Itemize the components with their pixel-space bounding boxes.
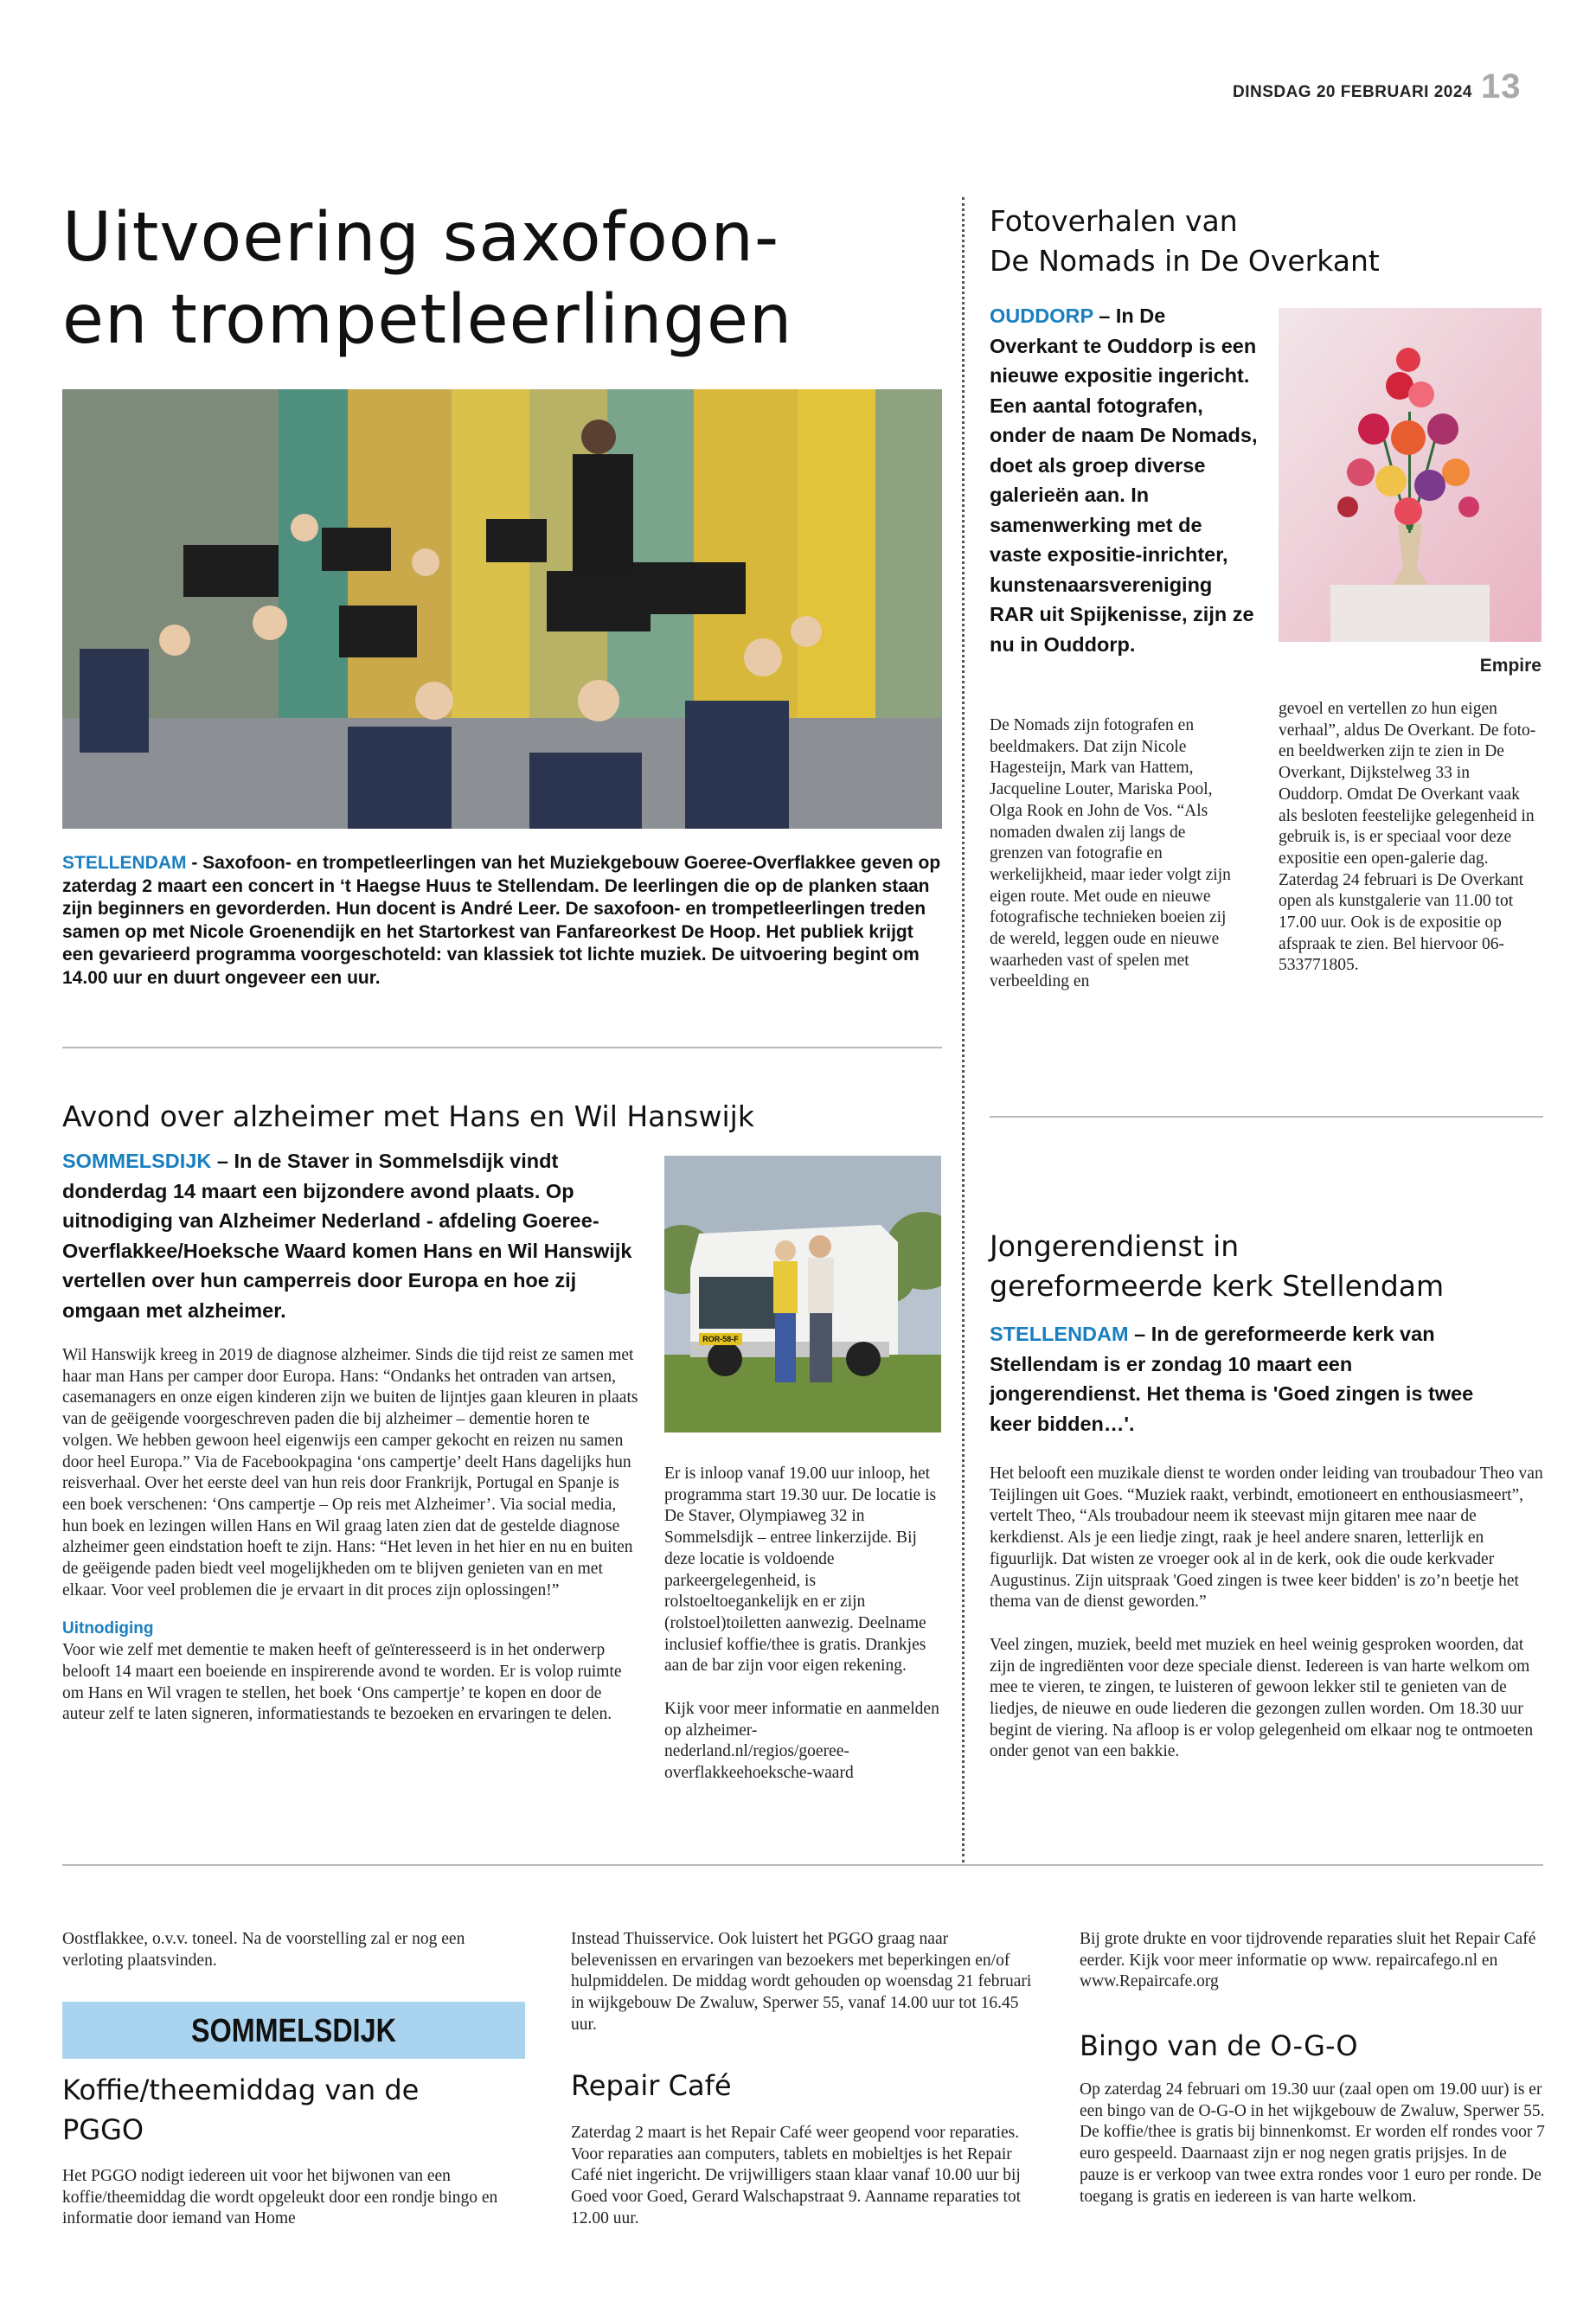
license-plate: ROR-58-F xyxy=(702,1335,739,1343)
body-paragraph: Wil Hanswijk kreeg in 2019 de diagnose alzheimer. Sinds die tijd reist ze samen met haar man Hans per camper door Europa. Hans: “Ondanks het ontraden van artsen, casemanagers en onze eigen kinderen zijn we buiten de lijntjes gaan kleuren in plaats van de geëigende voorgeschreven paden die bij alzheimer – dementie horen te volgen. We hebben gewoon heel eigenwijs een camper gekocht en reizen nu samen door heel Europa.” Via de Facebookpagina ‘ons campertje’ deelt Hans dagelijks hun reisverhaal. Over het eerste deel van hun reis door Frankrijk, Portugal en Spanje is een boek verschenen: ‘Ons campertje – Op reis met Alzheimer’. Via social media, hun boek en lezingen willen Hans en Wil graag laten zien dat de gestelde diagnose alzheimer geen eindstation hoeft te zijn. Hans: “Het leven in het hier en nu en buiten de geëigende paden biedt veel mogelijkheden om te blijven genieten van en met elkaar. Voor veel problemen die je ervaart in dit proces zijn oplossingen!” xyxy=(62,1346,638,1599)
section-rule xyxy=(62,1864,1543,1866)
photo-empire-flowers xyxy=(1279,308,1542,642)
bottom-col2-intro: Instead Thuisservice. Ook luistert het PGGO graag naar belevenissen en ervaringen van bezoekers met beperkingen en/of hulpmiddelen. De middag wordt gehouden op woensdag 21 februari in wijkgebouw De Zwaluw, Sperwer 55, vanaf 14.00 uur tot 16.45 uur. xyxy=(571,1930,1032,2034)
lead-text: - Saxofoon- en trompetleerlingen van het Muziekgebouw Goeree-Overflakkee geven op zaterdag 2 maart een concert in ‘t Haegse Huus te Stellendam. De leerlingen die op de planken staan zijn beginners en gevorderden. Hun docent is André Leer. De saxofoon- en trompetleerlingen treden samen op met Nicole Groenendijk en het Startorkest van Fanfareorkest De Hoop. Het publiek krijgt een gevarieerd programma voorgeschoteld: van klassiek tot lichte muziek. De uitvoering begint om 14.00 uur en duurt ongeveer een uur. xyxy=(62,853,941,988)
bingo-headline: Bingo van de O-G-O xyxy=(1080,2029,1358,2062)
headline xyxy=(62,197,945,362)
alzheimer-body xyxy=(62,1345,642,1726)
alzheimer-side xyxy=(664,1464,939,1785)
repair-body: Zaterdag 2 maart is het Repair Café weer geopend voor reparaties. Voor reparaties aan computers, tablets en mobieltjes is het Repair Café niet ingericht. De vrijwilligers staan klaar vanaf 10.00 uur bij Goed voor Goed, Gerard Walschapstraat 9. Aanname reparaties tot 12.00 uur. xyxy=(571,2124,1022,2227)
jongerendienst-body xyxy=(990,1464,1543,1763)
body-paragraph: Voor wie zelf met dementie te maken heeft of geïnteresseerd is in het onderwerp belooft 14 maart een boeiende en inspirerende avond te worden. Er is volop ruimte om Hans en Wil vragen te stellen, het boek ‘Ons campertje’ te kopen en door de auteur zelf te laten signeren, informatiestands te bezoeken en ervaringen te delen. xyxy=(62,1641,622,1724)
lead-text: – In De Overkant te Ouddorp is een nieuwe expositie ingericht. Een aantal fotografen, onder de naam De Nomads, doet als groep diverse galerieën aan. In samenwerking met de vaste expositie-inrichter, kunstenaarsvereniging RAR uit Spijkenisse, zijn ze nu in Ouddorp. xyxy=(990,304,1258,656)
page-date: DINSDAG 20 FEBRUARI 2024 xyxy=(1232,83,1472,101)
headline-line-1: Uitvoering saxofoon- xyxy=(62,199,780,277)
headline-line-2: gereformeerde kerk Stellendam xyxy=(990,1269,1445,1303)
headline-line-1: Koffie/theemiddag van de xyxy=(62,2073,420,2106)
bottom-col1-intro: Oostflakkee, o.v.v. toneel. Na de voorstelling zal er nog een verloting plaatsvinden. xyxy=(62,1930,465,1970)
headline-line-2: De Nomads in De Overkant xyxy=(990,244,1380,278)
fotoverhalen-headline xyxy=(990,202,1561,281)
repair-headline: Repair Café xyxy=(571,2069,732,2102)
alzheimer-headline: Avond over alzheimer met Hans en Wil Hanswijk xyxy=(62,1099,754,1133)
photo-caption: Empire xyxy=(1479,656,1542,676)
bingo-body: Op zaterdag 24 februari om 19.30 uur (zaal open om 19.00 uur) is er een bingo van de O-G-O in het wijkgebouw de Zwaluw, Sperwer 55. De koffie/thee is gratis bij binnenkomst. Er worden elf rondes voor 7 euro gespeeld. Daarnaast zijn er nog negen gratis prijsjes. In de pauze is er verkoop van twee extra rondes voor 1 euro per ronde. De toegang is gratis en iedereen is van harte welkom. xyxy=(1080,2080,1545,2206)
alzheimer-lead xyxy=(62,1146,642,1325)
section-banner-label: SOMMELSDIJK xyxy=(191,2013,396,2049)
jongerendienst-headline xyxy=(990,1227,1561,1306)
body-paragraph: Veel zingen, muziek, beeld met muziek en heel weinig gesproken woorden, dat zijn de ingrediënten voor deze speciale dienst. Iedereen is van harte welkom om mee te vieren, te zingen, te luisteren of gewoon lekker stil te genieten van de liedjes, de nieuwe en oude liederen die gezongen zullen worden. Om 18.30 uur begint de viering. Na afloop is er volop gelegenheid om elkaar nog te ontmoeten onder genot van een bakkie. xyxy=(990,1635,1534,1761)
fotoverhalen-col1: De Nomads zijn fotografen en beeldmakers. Dat zijn Nicole Hagesteijn, Mark van Hattem, Jacqueline Louter, Mariska Pool, Olga Rook en John de Vos. “Als nomaden dwalen zij langs de grenzen van fotografie en werkelijkheid, maar ieder volgt zijn eigen route. Met oude en nieuwe fotografische technieken boeien zij de wereld, leggen oude en nieuwe waarheden vast of spelen met verbeelding en xyxy=(990,716,1231,991)
dateline: OUDDORP xyxy=(990,304,1093,327)
headline-line-1: Jongerendienst in xyxy=(990,1229,1240,1263)
dateline: SOMMELSDIJK xyxy=(62,1150,212,1172)
photo-music-rehearsal xyxy=(62,389,942,829)
body-paragraph: Er is inloop vanaf 19.00 uur inloop, het programma start 19.30 uur. De locatie is De Staver, Olympiaweg 32 in Sommelsdijk – entree linkerzijde. Bij deze locatie is voldoende parkeergelegenheid, is rolstoeltoegankelijk en er zijn (rolstoel)toiletten aanwezig. Deelname inclusief koffie/thee is gratis. Drankjes aan de bar zijn voor eigen rekening. xyxy=(664,1465,937,1676)
column-divider xyxy=(962,197,965,1862)
lead-text: – In de Staver in Sommelsdijk vindt donderdag 14 maart een bijzondere avond plaats. Op uitnodiging van Alzheimer Nederland - afdeling Goeree-Overflakkee/Hoeksche Waard komen Hans en Wil Hanswijk vertellen over hun camperreis door Europa en hoe zij omgaan met alzheimer. xyxy=(62,1150,632,1322)
section-rule xyxy=(990,1116,1543,1118)
dateline: STELLENDAM xyxy=(62,853,187,873)
article-saxofoon xyxy=(62,197,945,362)
section-rule xyxy=(62,1047,942,1048)
headline-line-1: Fotoverhalen van xyxy=(990,204,1238,238)
dateline: STELLENDAM xyxy=(990,1323,1129,1345)
jongerendienst-lead xyxy=(990,1319,1483,1439)
page-number: 13 xyxy=(1481,67,1522,106)
saxofoon-lead xyxy=(62,852,945,990)
fotoverhalen-lead xyxy=(990,301,1258,659)
fotoverhalen-col2: gevoel en vertellen zo hun eigen verhaal”, aldus De Overkant. De foto- en beeldwerken zijn te zien in De Overkant, Dijkstelweg 33 in Ouddorp. Omdat De Overkant vaak als besloten feestelijke gelegenheid in gebruik is, is er speciaal voor deze expositie een open-galerie dag. Zaterdag 24 februari is De Overkant open als kunstgalerie van 11.00 tot 17.00 uur. Ook is de expositie op afspraak te zien. Bel hiervoor 06-533771805. xyxy=(1279,700,1536,975)
pggo-body: Het PGGO nodigt iedereen uit voor het bijwonen van een koffie/theemiddag die wordt opgeleukt door een rondje bingo en informatie door iemand van Home xyxy=(62,2167,498,2228)
subhead: Uitnodiging xyxy=(62,1619,154,1638)
headline-line-2: PGGO xyxy=(62,2113,144,2146)
headline-line-2: en trompetleerlingen xyxy=(62,281,793,359)
pggo-headline xyxy=(62,2070,529,2150)
lead-text: – In de gereformeerde kerk van Stellendam is er zondag 10 maart een jongerendienst. Het thema is 'Goed zingen is twee keer bidden…'. xyxy=(990,1323,1474,1435)
body-paragraph: Kijk voor meer informatie en aanmelden op alzheimer-nederland.nl/regios/goeree-overflakkeehoeksche-waard xyxy=(664,1700,939,1783)
photo-camper-couple xyxy=(664,1156,941,1433)
bottom-col3-intro: Bij grote drukte en voor tijdrovende reparaties sluit het Repair Café eerder. Kijk voor meer informatie op www. repaircafego.nl en www.Repaircafe.org xyxy=(1080,1930,1536,1991)
body-paragraph: Het belooft een muzikale dienst te worden onder leiding van troubadour Theo van Teijlingen uit Goes. “Muziek raakt, verbindt, emotioneert en enthousiasmeert”, vertelt Theo, “Als troubadour neem ik steevast mijn gitaren mee naar de kerkdienst. Als je een liedje zingt, raak je heel andere snaren, letterlijk en figuurlijk. Dat wisten ze vroeger ook al in de kerk, ook die oude kerkvader Augustinus. Zijn uitspraak 'Goed zingen is twee keer bidden' is zo’n beetje het thema van de dienst geworden.” xyxy=(990,1465,1543,1612)
